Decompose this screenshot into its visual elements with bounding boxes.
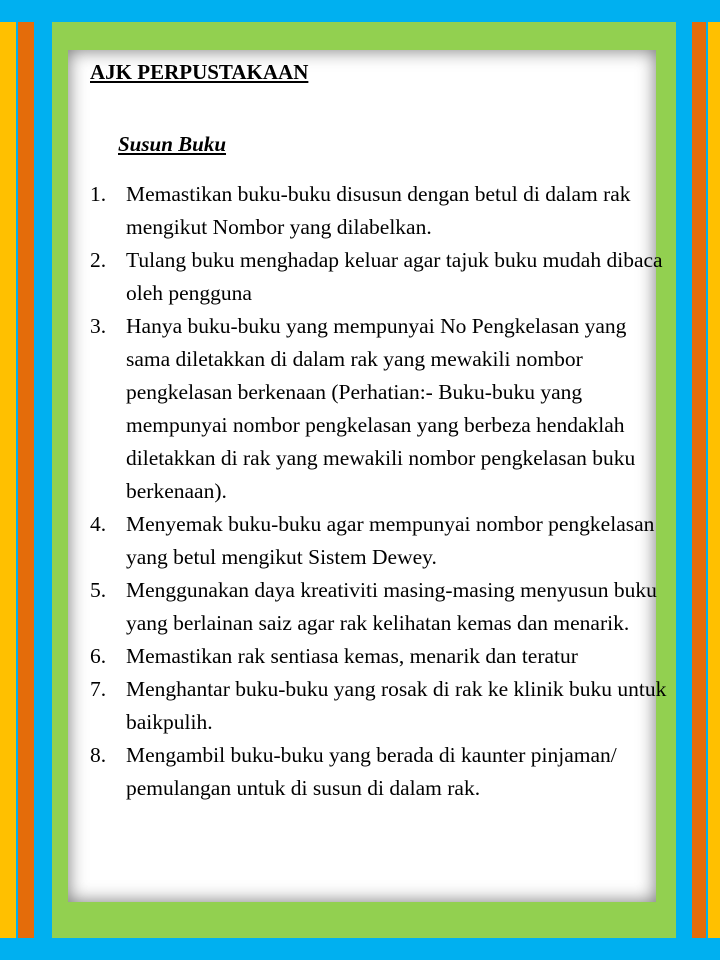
- list-item: [90, 640, 668, 673]
- item-text: Mengambil buku-buku yang berada di kaunter pinjaman/ pemulangan untuk di susun di dalam rak.: [126, 743, 617, 800]
- slide-content: [90, 58, 668, 805]
- list-item: [90, 310, 668, 508]
- item-number: 1.: [90, 182, 107, 206]
- list-item: [90, 178, 668, 244]
- item-number: 4.: [90, 512, 107, 536]
- frame-stripe-blue-left: [36, 0, 52, 960]
- list-item: [90, 739, 668, 805]
- frame-stripe-yellow-left: [0, 0, 16, 960]
- item-text: Memastikan buku-buku disusun dengan betul di dalam rak mengikut Nombor yang dilabelkan.: [126, 182, 631, 239]
- item-text: Memastikan rak sentiasa kemas, menarik dan teratur: [126, 644, 578, 668]
- frame-stripe-yellow-right: [708, 0, 720, 960]
- frame-stripe-blue-right: [676, 0, 690, 960]
- item-number: 8.: [90, 743, 107, 767]
- list-item: [90, 508, 668, 574]
- list-item: [90, 244, 668, 310]
- list-item: [90, 673, 668, 739]
- item-text: Hanya buku-buku yang mempunyai No Pengkelasan yang sama diletakkan di dalam rak yang mewakili nombor pengkelasan berkenaan (Perhatian:- Buku-buku yang mempunyai nombor pengkelasan yang berbeza hendaklah diletakkan di rak yang mewakili nombor pengkelasan buku berkenaan).: [126, 314, 636, 503]
- section-title: Susun Buku: [118, 132, 227, 156]
- item-number: 7.: [90, 677, 107, 701]
- list-item: [90, 574, 668, 640]
- item-number: 2.: [90, 248, 107, 272]
- item-number: 3.: [90, 314, 107, 338]
- frame-stripe-orange-left: [18, 0, 34, 960]
- duty-list: [90, 178, 668, 805]
- frame-bottom-band: [0, 938, 720, 960]
- frame-stripe-orange-right: [692, 0, 706, 960]
- item-text: Menyemak buku-buku agar mempunyai nombor pengkelasan yang betul mengikut Sistem Dewey.: [126, 512, 655, 569]
- item-number: 5.: [90, 578, 107, 602]
- item-number: 6.: [90, 644, 107, 668]
- item-text: Menghantar buku-buku yang rosak di rak ke klinik buku untuk baikpulih.: [126, 677, 667, 734]
- frame-top-band: [0, 0, 720, 22]
- page-title: AJK PERPUSTAKAAN: [90, 60, 309, 84]
- item-text: Tulang buku menghadap keluar agar tajuk buku mudah dibaca oleh pengguna: [126, 248, 663, 305]
- item-text: Menggunakan daya kreativiti masing-masing menyusun buku yang berlainan saiz agar rak kelihatan kemas dan menarik.: [126, 578, 657, 635]
